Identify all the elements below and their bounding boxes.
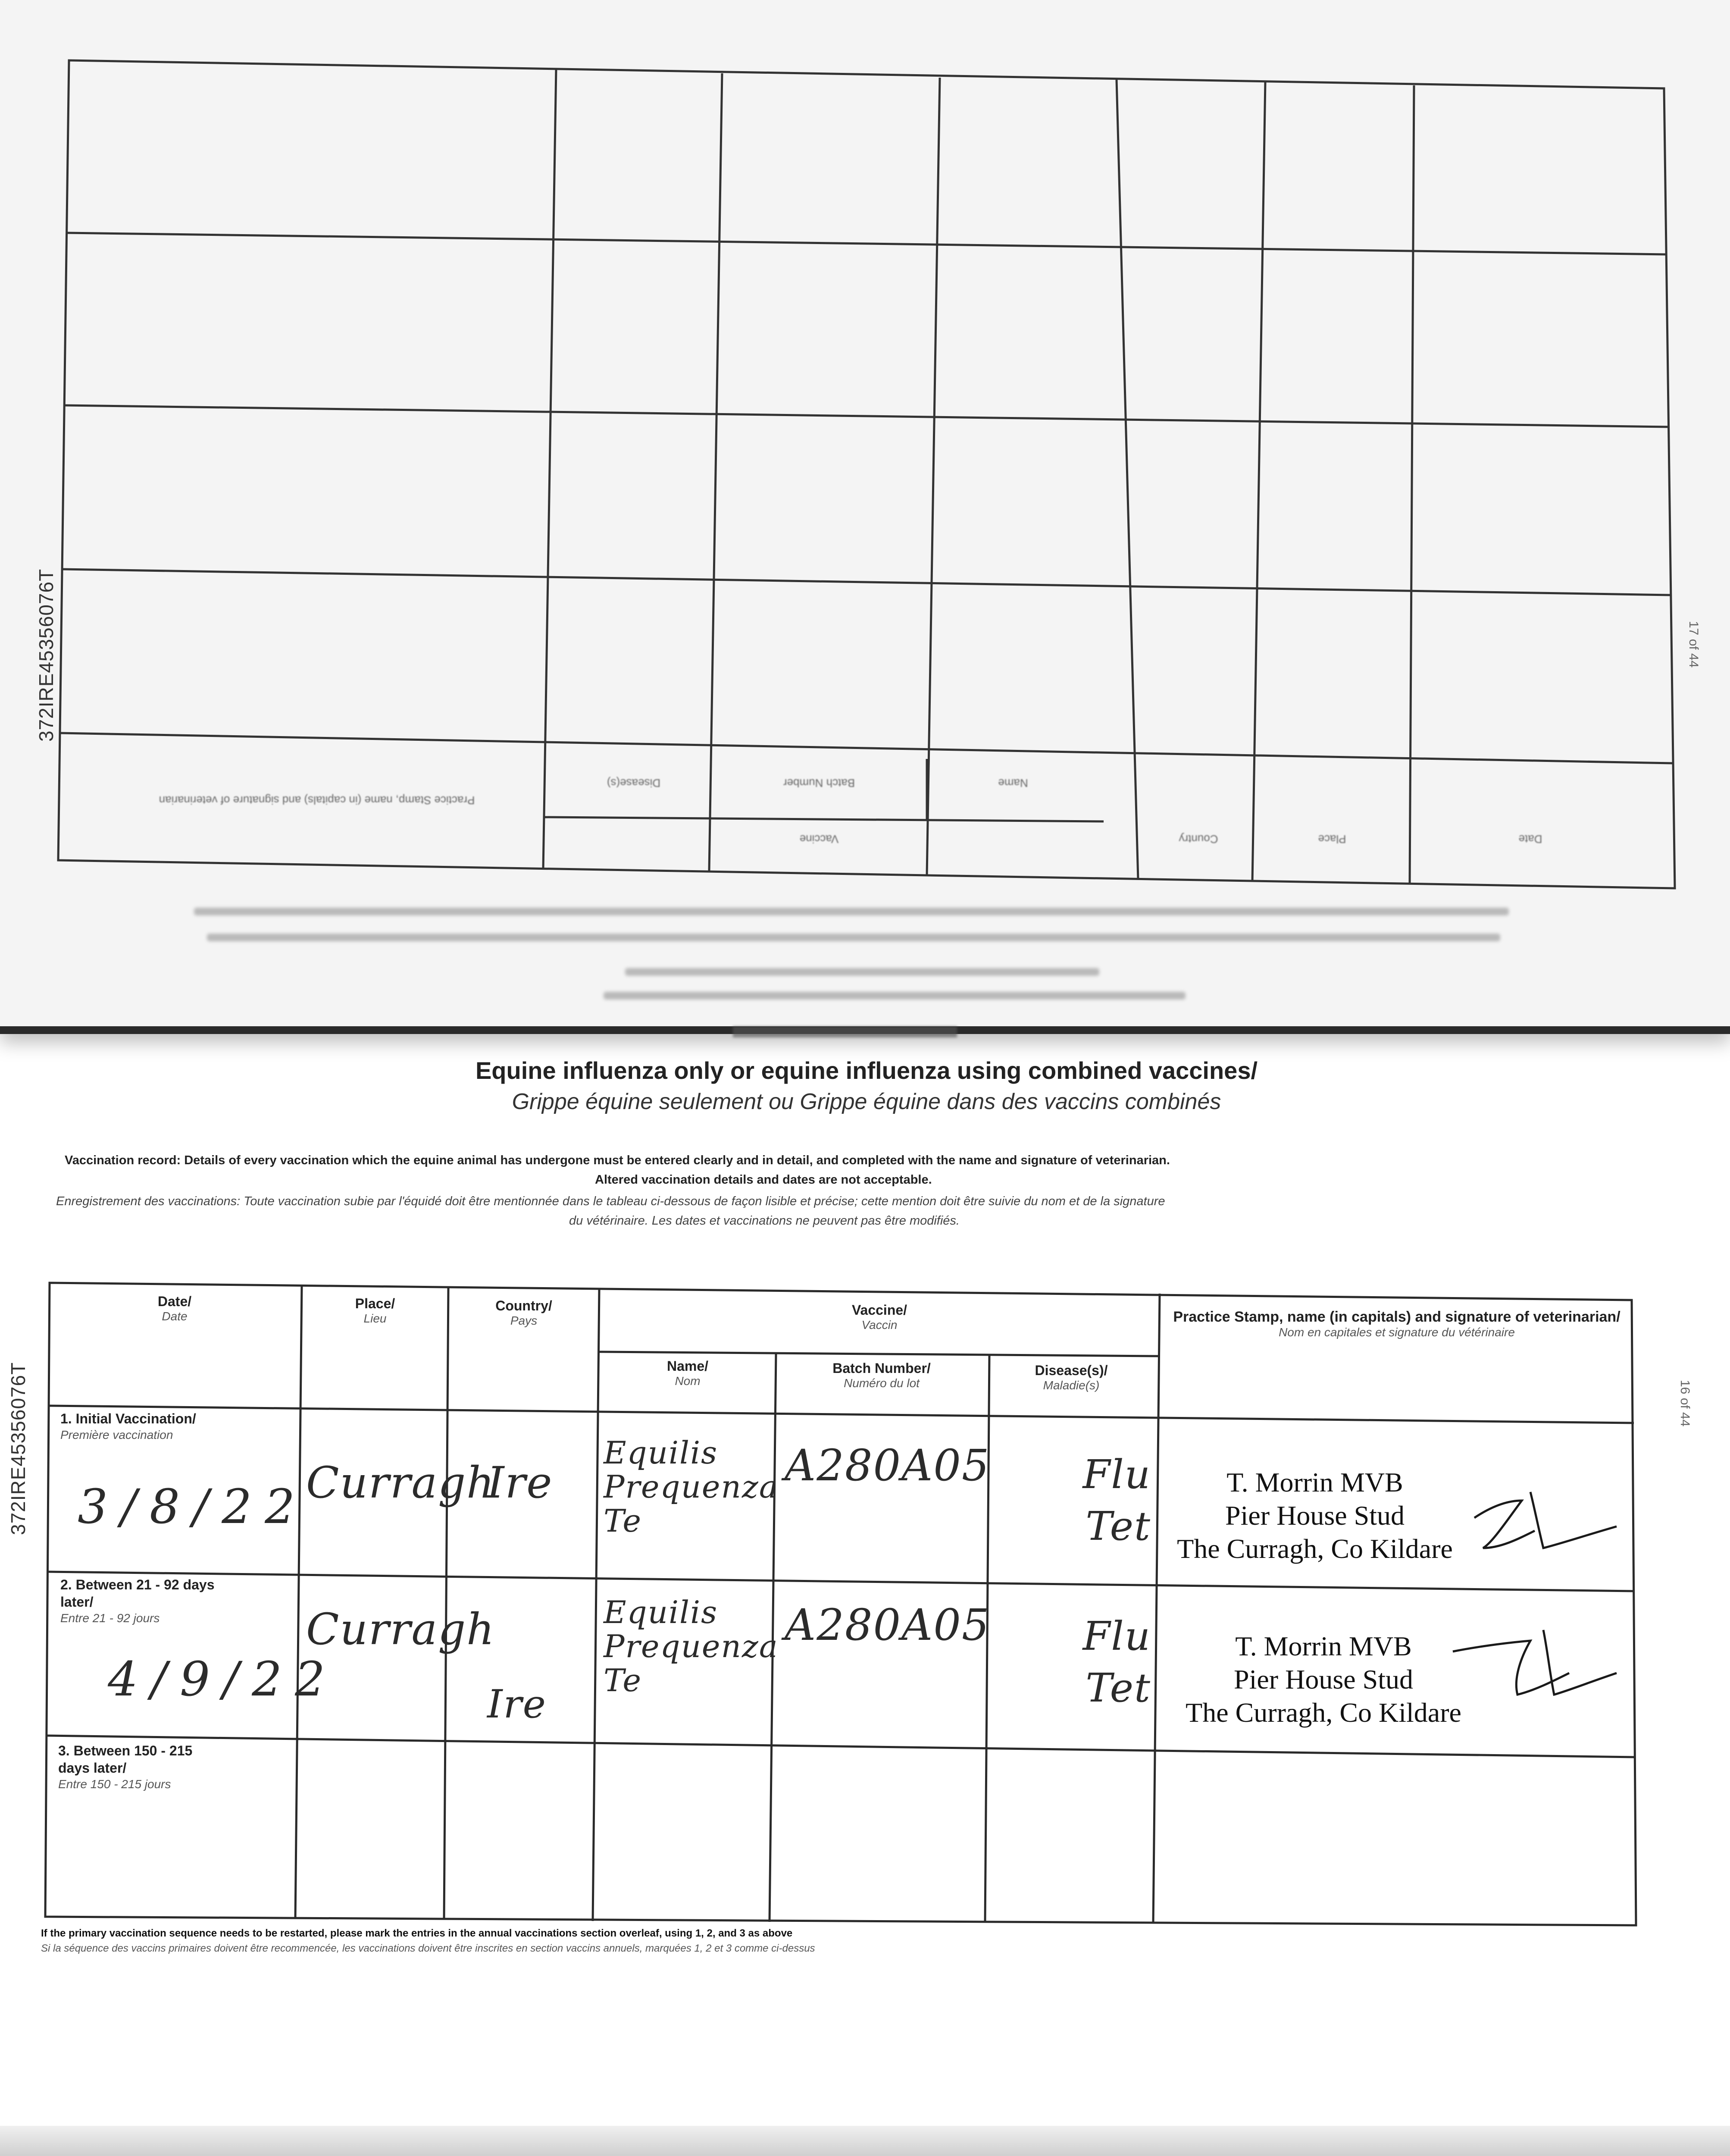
row-2-vet-signature <box>1440 1621 1621 1708</box>
row-1-label-en: 1. Initial Vaccination/ <box>60 1411 196 1426</box>
row-2-label-fr: Entre 21 - 92 jours <box>60 1611 160 1625</box>
section-title-fr: Grippe équine seulement ou Grippe équine dans des vaccins combinés <box>512 1089 1221 1114</box>
row-1-vet-signature <box>1457 1483 1621 1561</box>
upper-page-17 <box>0 0 1730 1034</box>
header-name-en: Name/ <box>666 1358 709 1374</box>
row-1-vaccine-name: Equilis Prequenza Te <box>604 1435 779 1539</box>
section-title-en: Equine influenza only or equine influenza using combined vaccines/ <box>475 1057 1258 1084</box>
row-1-stamp-line-1: T. Morrin MVB <box>1226 1467 1403 1498</box>
upper-blur-line <box>207 934 1500 941</box>
upper-blur-line <box>194 908 1509 915</box>
upper-page-number: 17 of 44 <box>1686 621 1701 668</box>
header-name <box>601 1358 774 1388</box>
row-2-place: Curragh <box>306 1604 495 1655</box>
row-1-country: Ire <box>487 1457 553 1508</box>
header-date <box>52 1294 297 1323</box>
row-1-place: Curragh <box>306 1457 495 1508</box>
header-vaccine-fr: Vaccin <box>861 1318 898 1332</box>
row-1-disease: Flu Tet <box>1082 1451 1151 1549</box>
header-vaccine-en: Vaccine/ <box>851 1302 907 1318</box>
row-1-batch-number: A280A05 <box>785 1440 990 1491</box>
upper-header-disease: Disease(s) <box>607 777 661 790</box>
header-place-fr: Lieu <box>363 1312 387 1325</box>
header-batch-en: Batch Number/ <box>832 1360 931 1376</box>
upper-blur-line <box>604 992 1186 1000</box>
row-1-label <box>60 1410 293 1442</box>
upper-blur-line <box>625 968 1099 976</box>
instruction-line-1: Vaccination record: Details of every vaccination which the equine animal has undergone must be entered clearly and in detail, and completed with the name and signature of veterinarian. <box>65 1153 1170 1167</box>
row-3-label-en: 3. Between 150 - 215 days later/ <box>58 1743 193 1776</box>
row-2-date: 4/9/22 <box>108 1651 338 1707</box>
scanner-edge <box>0 2126 1730 2156</box>
footer-note-en: If the primary vaccination sequence needs to be restarted, please mark the entries in the annual vaccinations section overleaf, using 1, 2, and 3 as above <box>41 1927 793 1939</box>
row-2-batch-number: A280A05 <box>785 1600 990 1650</box>
section-banner <box>733 1026 957 1037</box>
row-2-country: Ire <box>487 1682 547 1727</box>
header-batch-fr: Numéro du lot <box>844 1376 920 1390</box>
lower-page-number: 16 of 44 <box>1678 1380 1692 1427</box>
row-3-label <box>58 1742 222 1792</box>
header-place <box>304 1296 446 1326</box>
upper-header-name: Name <box>998 777 1028 790</box>
instruction-line-4: du vétérinaire. Les dates et vaccinations ne peuvent pas être modifiés. <box>569 1214 960 1228</box>
header-batch <box>778 1360 985 1390</box>
instruction-line-3: Enregistrement des vaccinations: Toute vaccination subie par l'équidé doit être mentionnée dans le tableau ci-dessous de façon lisible et précise; cette mention doit être suivie du nom et de la signature <box>56 1194 1165 1208</box>
row-2-vet-stamp <box>1168 1630 1479 1729</box>
upper-header-place: Place <box>1318 833 1346 846</box>
row-1-stamp-line-2: Pier House Stud <box>1225 1500 1405 1531</box>
upper-header-batch: Batch Number <box>783 777 855 790</box>
upper-header-practice: Practice Stamp, name (in capitals) and signature of veterinarian <box>159 794 475 807</box>
row-3-label-fr: Entre 150 - 215 jours <box>58 1777 171 1791</box>
header-practice-en: Practice Stamp, name (in capitals) and signature of veterinarian/ <box>1173 1309 1621 1325</box>
row-1-label-fr: Première vaccination <box>60 1428 173 1442</box>
header-date-fr: Date <box>162 1310 188 1323</box>
row-2-stamp-line-1: T. Morrin MVB <box>1235 1631 1412 1661</box>
upper-vaccination-grid <box>0 0 1730 906</box>
header-practice-fr: Nom en capitales et signature du vétérinaire <box>1279 1326 1515 1339</box>
upper-header-country: Country <box>1179 833 1218 846</box>
document-id-lower: 372IRE45356076T <box>7 1362 29 1535</box>
instruction-line-2: Altered vaccination details and dates are not acceptable. <box>595 1173 932 1187</box>
row-2-disease: Flu Tet <box>1082 1613 1151 1711</box>
header-vaccine <box>601 1302 1158 1332</box>
row-1-date: 3/8/22 <box>78 1479 308 1534</box>
row-1-vet-stamp <box>1160 1466 1470 1565</box>
header-country-fr: Pays <box>510 1314 538 1327</box>
header-practice <box>1173 1309 1621 1339</box>
header-date-en: Date/ <box>157 1294 192 1309</box>
header-disease <box>989 1363 1153 1392</box>
document-id-upper: 372IRE45356076T <box>35 568 57 742</box>
header-disease-fr: Maladie(s) <box>1043 1379 1100 1392</box>
header-disease-en: Disease(s)/ <box>1035 1363 1108 1378</box>
row-2-stamp-line-2: Pier House Stud <box>1234 1664 1413 1695</box>
row-2-stamp-line-3: The Curragh, Co Kildare <box>1186 1697 1461 1728</box>
header-country <box>450 1298 597 1328</box>
row-2-label <box>60 1576 224 1626</box>
footer-note-fr: Si la séquence des vaccins primaires doivent être recommencée, les vaccinations doivent être inscrites en section vaccins annuels, marquées 1, 2 et 3 comme ci-dessus <box>41 1943 815 1954</box>
upper-header-vaccine: Vaccine <box>799 833 839 846</box>
row-2-vaccine-name: Equilis Prequenza Te <box>604 1594 779 1699</box>
upper-header-date: Date <box>1518 833 1542 846</box>
header-country-en: Country/ <box>495 1298 552 1313</box>
row-2-label-en: 2. Between 21 - 92 days later/ <box>60 1577 215 1610</box>
row-1-stamp-line-3: The Curragh, Co Kildare <box>1177 1533 1453 1564</box>
header-place-en: Place/ <box>355 1296 395 1311</box>
header-name-fr: Nom <box>675 1374 701 1388</box>
